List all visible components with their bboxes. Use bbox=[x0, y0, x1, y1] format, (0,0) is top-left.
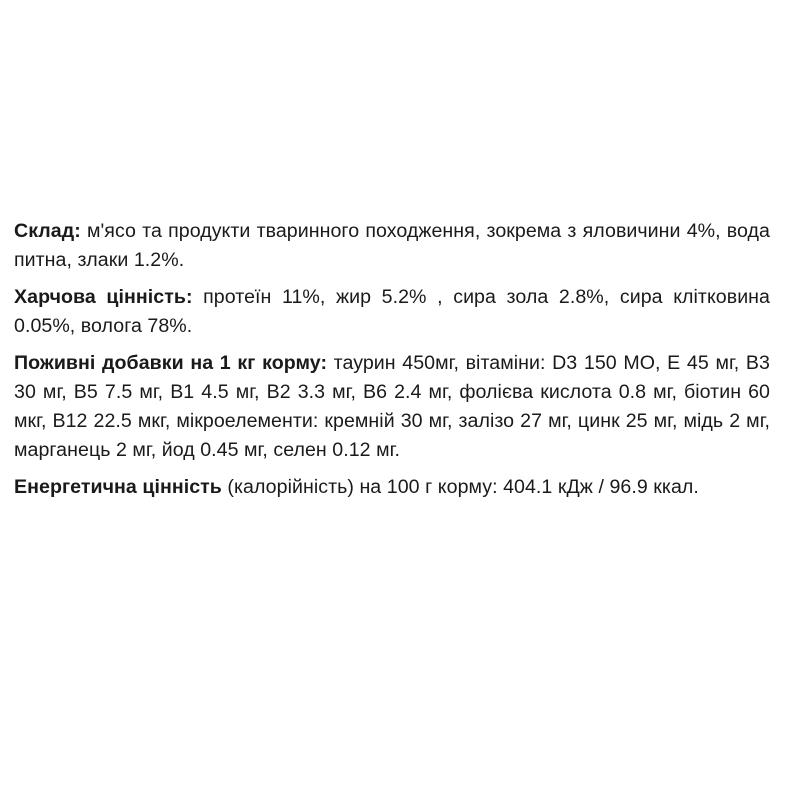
nutrition-text: протеїн 11%, жир 5.2% , сира зола 2.8%, сира клітковина 0.05%, волога 78%. bbox=[14, 286, 771, 337]
additives-label: Поживні добавки на 1 кг корму: bbox=[14, 352, 328, 374]
energy-paragraph bbox=[14, 473, 770, 502]
nutrition-label: Харчова цінність: bbox=[14, 286, 193, 308]
energy-label: Енергетична цінність bbox=[14, 476, 222, 498]
composition-label: Склад: bbox=[14, 220, 81, 242]
nutrition-paragraph bbox=[14, 283, 770, 341]
composition-paragraph bbox=[14, 217, 770, 275]
energy-text: (калорійність) на 100 г корму: 404.1 кДж / 96.9 ккал. bbox=[221, 476, 699, 498]
additives-text: таурин 450мг, вітаміни: D3 150 МО, Е 45 мг, В3 30 мг, В5 7.5 мг, В1 4.5 мг, В2 3.3 мг, В6 2.4 мг, фолієва кислота 0.8 мг, біотин 60 мкг, В12 22.5 мкг, мікроелементи: кремній 30 мг, залізо 27 мг, цинк 25 мг, мідь 2 мг, марганець 2 мг, йод 0.45 мг, селен 0.12 мг. bbox=[14, 352, 770, 461]
product-composition-text bbox=[14, 217, 770, 510]
additives-paragraph bbox=[14, 349, 770, 465]
composition-text: м'ясо та продукти тваринного походження, зокрема з яловичини 4%, вода питна, злаки 1.2%. bbox=[14, 220, 770, 271]
